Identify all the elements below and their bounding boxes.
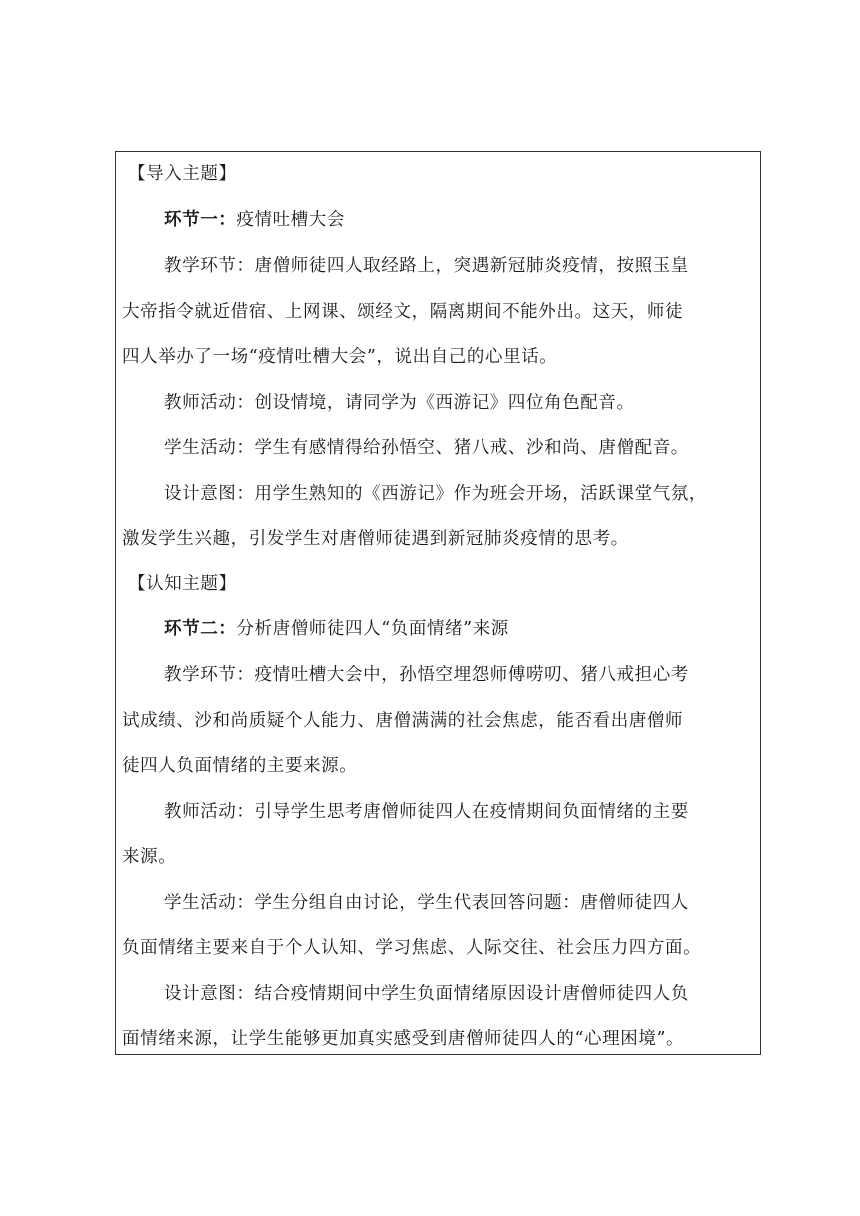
paragraph-line: 面情绪来源，让学生能够更加真实感受到唐僧师徒四人的“心理困境”。 [122,1029,685,1049]
paragraph-line: 负面情绪主要来自于个人认知、学习焦虑、人际交往、社会压力四方面。 [122,938,702,958]
segment-two-title: 分析唐僧师徒四人“负面情绪”来源 [236,619,509,639]
paragraph-line: 来源。 [122,847,177,867]
segment-one-heading [164,208,345,232]
paragraph-line: 教学环节：唐僧师徒四人取经路上，突遇新冠肺炎疫情，按照玉皇 [164,256,689,276]
paragraph-line: 激发学生兴趣，引发学生对唐僧师徒遇到新冠肺炎疫情的思考。 [122,529,629,549]
section-heading-intro: 【导入主题】 [128,164,237,184]
paragraph-line: 大帝指令就近借宿、上网课、颂经文，隔离期间不能外出。这天，师徒 [122,302,684,322]
paragraph-line: 设计意图：结合疫情期间中学生负面情绪原因设计唐僧师徒四人负 [164,984,689,1004]
paragraph-line: 教学环节：疫情吐槽大会中，孙悟空埋怨师傅唠叨、猪八戒担心考 [164,665,689,685]
section-heading-cognition: 【认知主题】 [128,574,237,594]
paragraph-line: 学生活动：学生有感情得给孙悟空、猪八戒、沙和尚、唐僧配音。 [164,438,689,458]
paragraph-line: 教师活动：创设情境，请同学为《西游记》四位角色配音。 [164,393,635,413]
document-table-cell [115,151,761,1055]
segment-one-label: 环节一： [164,210,237,230]
paragraph-line: 学生活动：学生分组自由讨论，学生代表回答问题：唐僧师徒四人 [164,893,689,913]
segment-one-title: 疫情吐槽大会 [236,210,346,230]
paragraph-line: 四人举办了一场“疫情吐槽大会”，说出自己的心里话。 [122,347,558,367]
paragraph-line: 设计意图：用学生熟知的《西游记》作为班会开场，活跃课堂气氛， [164,484,707,504]
paragraph-line: 试成绩、沙和尚质疑个人能力、唐僧满满的社会焦虑，能否看出唐僧师 [122,711,684,731]
segment-two-heading [164,617,509,641]
paragraph-line: 徒四人负面情绪的主要来源。 [122,756,358,776]
paragraph-line: 教师活动：引导学生思考唐僧师徒四人在疫情期间负面情绪的主要 [164,802,689,822]
segment-two-label: 环节二： [164,619,237,639]
